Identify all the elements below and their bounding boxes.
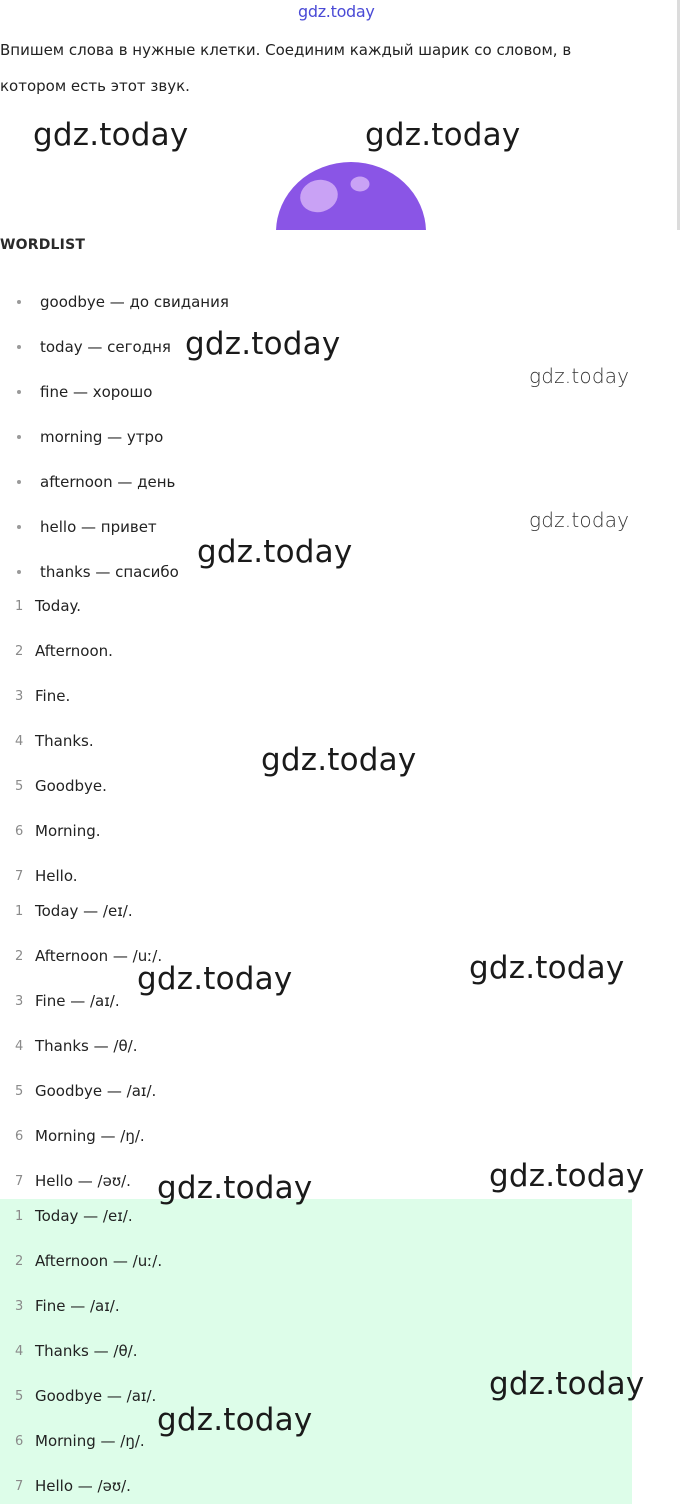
bullet-icon [17,570,21,574]
list-item: 7 Hello — /əʊ/. [0,1464,162,1509]
wordlist-item: hello — привет [0,505,229,550]
wordlist-item: morning — утро [0,415,229,460]
watermark: gdz.today [157,1402,313,1438]
list-number: 7 [15,1479,24,1494]
list-number: 4 [15,734,24,749]
list-item: 5 Goodbye — /aɪ/. [0,1069,162,1114]
list-number: 2 [15,949,24,964]
list-number: 1 [15,599,24,614]
watermark: gdz.today [529,364,630,388]
ordered-list-words [0,584,113,899]
wordlist [0,280,229,595]
watermark: gdz.today [157,1170,313,1206]
list-item: 3 Fine. [0,674,113,719]
site-link[interactable]: gdz.today [298,2,375,21]
list-number: 7 [15,869,24,884]
list-number: 3 [15,1299,24,1314]
answer-list [0,1194,162,1509]
list-number: 6 [15,1129,24,1144]
list-item: 6 Morning — /ŋ/. [0,1114,162,1159]
list-item: 3 Fine — /aɪ/. [0,979,162,1024]
list-item: 7 Hello — /əʊ/. [0,1159,162,1204]
watermark: gdz.today [489,1366,645,1402]
bullet-icon [17,390,21,394]
list-number: 4 [15,1344,24,1359]
intro-text: Впишем слова в нужные клетки. Соединим каждый шарик со словом, в котором есть этот звук. [0,41,572,95]
list-item: 2 Afternoon — /uː/. [0,1239,162,1284]
list-item: 6 Morning. [0,809,113,854]
list-number: 5 [15,779,24,794]
bullet-icon [17,345,21,349]
wordlist-item: fine — хорошо [0,370,229,415]
watermark: gdz.today [261,742,417,778]
list-item: 1 Today — /eɪ/. [0,1194,162,1239]
list-number: 5 [15,1084,24,1099]
ordered-list-sounds [0,889,162,1204]
planet-illustration [276,160,426,230]
bullet-icon [17,435,21,439]
list-item: 4 Thanks. [0,719,113,764]
watermark: gdz.today [197,534,353,570]
watermark: gdz.today [33,117,189,153]
bullet-icon [17,300,21,304]
wordlist-title: WORDLIST [0,237,86,253]
list-number: 4 [15,1039,24,1054]
watermark: gdz.today [469,950,625,986]
list-number: 1 [15,1209,24,1224]
list-item: 5 Goodbye. [0,764,113,809]
list-number: 7 [15,1174,24,1189]
list-item: 7 Hello. [0,854,113,899]
bullet-icon [17,480,21,484]
wordlist-item: today — сегодня [0,325,229,370]
list-number: 6 [15,824,24,839]
list-number: 6 [15,1434,24,1449]
list-item: 1 Today — /eɪ/. [0,889,162,934]
list-item: 6 Morning — /ŋ/. [0,1419,162,1464]
list-item: 1 Today. [0,584,113,629]
list-item: 2 Afternoon — /uː/. [0,934,162,979]
list-number: 3 [15,689,24,704]
watermark: gdz.today [137,961,293,997]
watermark: gdz.today [489,1158,645,1194]
list-item: 2 Afternoon. [0,629,113,674]
wordlist-item: goodbye — до свидания [0,280,229,325]
list-item: 4 Thanks — /θ/. [0,1024,162,1069]
list-number: 3 [15,994,24,1009]
list-item: 5 Goodbye — /aɪ/. [0,1374,162,1419]
list-item: 3 Fine — /aɪ/. [0,1284,162,1329]
watermark: gdz.today [529,508,630,532]
list-number: 5 [15,1389,24,1404]
bullet-icon [17,525,21,529]
list-number: 2 [15,644,24,659]
watermark: gdz.today [365,117,521,153]
wordlist-item: afternoon — день [0,460,229,505]
list-number: 1 [15,904,24,919]
wordlist-item: thanks — спасибо [0,550,229,595]
watermark: gdz.today [185,326,341,362]
list-item: 4 Thanks — /θ/. [0,1329,162,1374]
list-number: 2 [15,1254,24,1269]
